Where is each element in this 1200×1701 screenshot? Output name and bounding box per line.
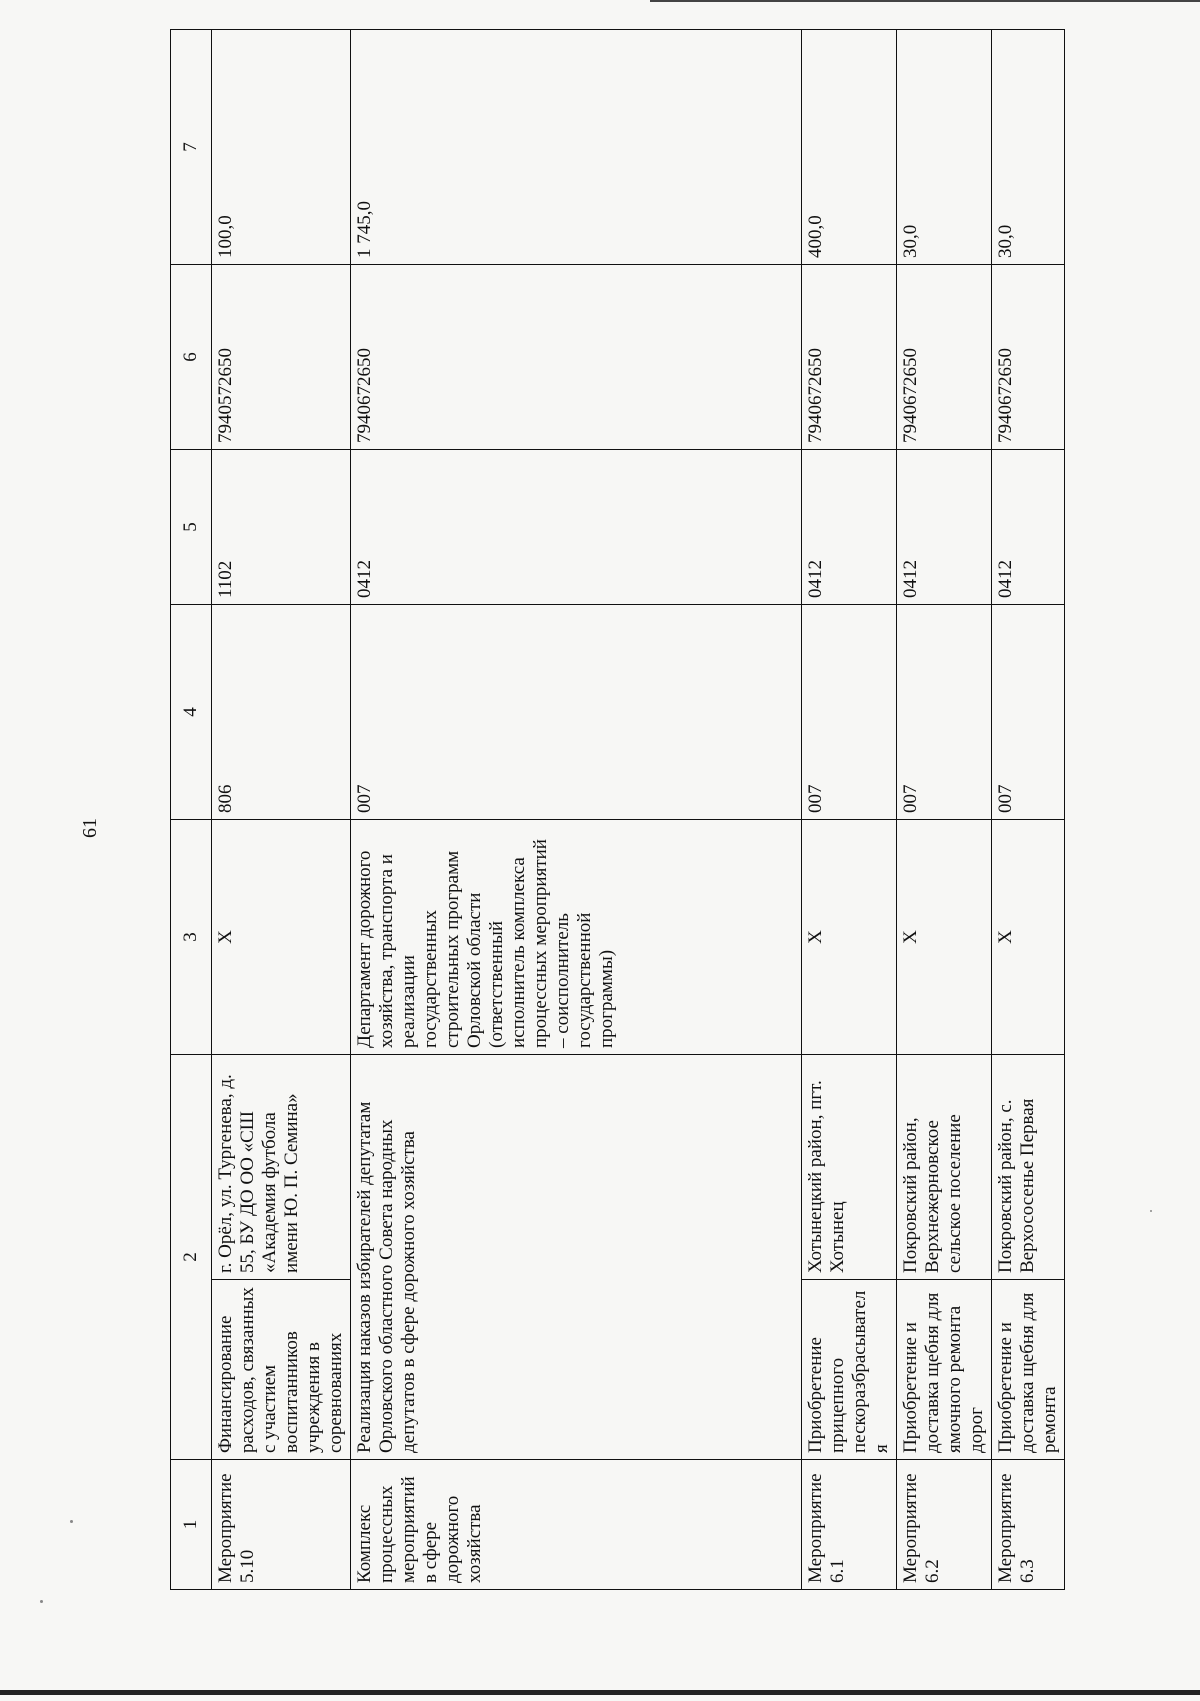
event-id: Мероприятие 6.2: [897, 1460, 992, 1590]
header-col-2: 2: [171, 1055, 212, 1460]
table-row: [212, 30, 351, 1590]
executor: X: [802, 820, 897, 1055]
table-row: [351, 30, 802, 1590]
budget-table: [170, 29, 1065, 1590]
event-location: Покровский район, с. Верхососенье Первая: [992, 1055, 1065, 1280]
event-location: Покровский район, Верхнежерновское сельское поселение: [897, 1055, 992, 1280]
event-location: г. Орёл, ул. Тургенева, д. 55, БУ ДО ОО «СШ «Академия футбола имени Ю. П. Семина»: [212, 1055, 351, 1280]
section-code: 0412: [802, 450, 897, 605]
header-col-1: 1: [171, 1460, 212, 1590]
section-code: 1102: [212, 450, 351, 605]
header-col-6: 6: [171, 265, 212, 450]
table-row: [897, 30, 992, 1590]
amount: 1 745,0: [351, 30, 802, 265]
event-description: Реализация наказов избирателей депутатам Орловского областного Совета народных депутатов в сфере дорожного хозяйства: [351, 1055, 802, 1460]
amount: 30,0: [992, 30, 1065, 265]
executor: X: [897, 820, 992, 1055]
event-description: Приобретение и доставка щебня для ямочного ремонта дорог: [897, 1280, 992, 1460]
executor: X: [992, 820, 1065, 1055]
target-code: 7940672650: [351, 265, 802, 450]
page-number: 61: [78, 818, 101, 838]
header-col-7: 7: [171, 30, 212, 265]
scan-edge-top: [650, 0, 1200, 2]
target-code: 7940672650: [897, 265, 992, 450]
ministry-code: 007: [992, 605, 1065, 820]
event-description: Приобретение и доставка щебня для ремонта: [992, 1280, 1065, 1460]
amount: 100,0: [212, 30, 351, 265]
event-id: Мероприятие 6.3: [992, 1460, 1065, 1590]
executor: Департамент дорожного хозяйства, транспорта и реализации государственных строительных программ Орловской области (ответственный исполнитель комплекса процессных мероприятий – соисполнитель государственной программы): [351, 820, 802, 1055]
rotated-page: [170, 30, 1060, 1590]
ministry-code: 007: [802, 605, 897, 820]
event-id: Мероприятие 5.10: [212, 1460, 351, 1590]
header-row: [171, 30, 212, 1590]
event-location: Хотынецкий район, пгт. Хотынец: [802, 1055, 897, 1280]
section-code: 0412: [351, 450, 802, 605]
scan-edge-bottom: [0, 1690, 1200, 1695]
header-col-3: 3: [171, 820, 212, 1055]
ministry-code: 806: [212, 605, 351, 820]
table-row: [992, 30, 1065, 1590]
amount: 30,0: [897, 30, 992, 265]
event-description: Приобретение прицепного пескоразбрасывателя: [802, 1280, 897, 1460]
scan-speck: [1150, 1210, 1152, 1212]
header-col-4: 4: [171, 605, 212, 820]
event-id: Мероприятие 6.1: [802, 1460, 897, 1590]
section-code: 0412: [897, 450, 992, 605]
amount: 400,0: [802, 30, 897, 265]
target-code: 7940672650: [992, 265, 1065, 450]
target-code: 7940672650: [802, 265, 897, 450]
scan-speck: [70, 1520, 73, 1523]
section-code: 0412: [992, 450, 1065, 605]
event-id: Комплекс процессных мероприятий в сфере дорожного хозяйства: [351, 1460, 802, 1590]
executor: X: [212, 820, 351, 1055]
header-col-5: 5: [171, 450, 212, 605]
ministry-code: 007: [897, 605, 992, 820]
scan-speck: [40, 1600, 43, 1603]
table-row: [802, 30, 897, 1590]
event-description: Финансирование расходов, связанных с участием воспитанников учреждения в соревнованиях: [212, 1280, 351, 1460]
ministry-code: 007: [351, 605, 802, 820]
target-code: 7940572650: [212, 265, 351, 450]
